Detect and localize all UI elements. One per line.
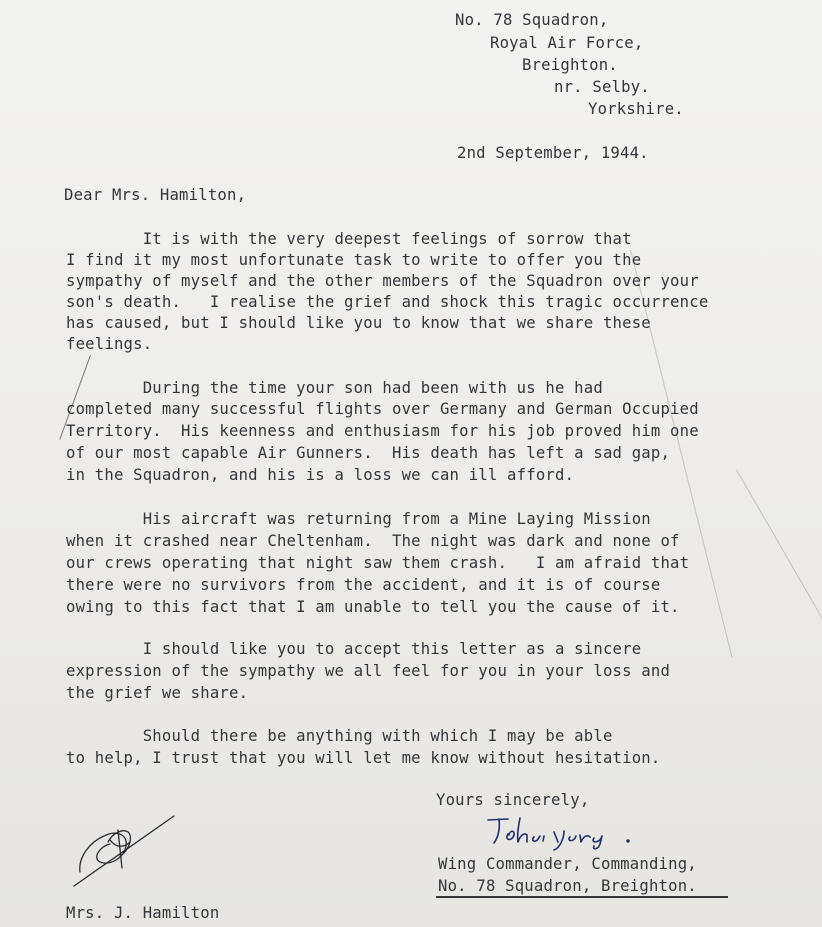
paragraph-line: the grief we share. bbox=[66, 684, 249, 702]
address-line: nr. Selby. bbox=[554, 78, 650, 96]
closing: Yours sincerely, bbox=[436, 791, 590, 809]
signatory-unit: No. 78 Squadron, Breighton. bbox=[438, 877, 697, 895]
paragraph-line: I find it my most unfortunate task to write to offer you the bbox=[66, 251, 642, 269]
paragraph-line: sympathy of myself and the other members of the Squadron over your bbox=[66, 272, 699, 290]
signatory-underline bbox=[436, 896, 728, 898]
salutation: Dear Mrs. Hamilton, bbox=[64, 186, 247, 204]
paragraph-line: I should like you to accept this letter as a sincere bbox=[66, 640, 642, 658]
paragraph-line: expression of the sympathy we all feel for you in your loss and bbox=[66, 662, 671, 680]
paragraph-line: feelings. bbox=[66, 335, 153, 353]
address-line: Yorkshire. bbox=[588, 100, 684, 118]
paragraph-line: has caused, but I should like you to know that we share these bbox=[66, 314, 651, 332]
paragraph-line: completed many successful flights over Germany and German Occupied bbox=[66, 400, 699, 418]
paragraph-line: It is with the very deepest feelings of sorrow that bbox=[66, 230, 632, 248]
address-line: No. 78 Squadron, bbox=[455, 11, 609, 29]
paragraph-line: to help, I trust that you will let me know without hesitation. bbox=[66, 749, 661, 767]
paragraph-line: son's death. I realise the grief and shock this tragic occurrence bbox=[66, 293, 709, 311]
paragraph-line: there were no survivors from the accident, and it is of course bbox=[66, 576, 661, 594]
paragraph-line: when it crashed near Cheltenham. The night was dark and none of bbox=[66, 532, 680, 550]
paragraph-line: of our most capable Air Gunners. His death has left a sad gap, bbox=[66, 444, 671, 462]
paragraph-line: owing to this fact that I am unable to tell you the cause of it. bbox=[66, 598, 680, 616]
address-line: Royal Air Force, bbox=[490, 34, 644, 52]
letter-date: 2nd September, 1944. bbox=[457, 144, 649, 162]
paragraph-line: in the Squadron, and his is a loss we can ill afford. bbox=[66, 466, 575, 484]
ink-initials-mark bbox=[70, 812, 180, 892]
recipient-name: Mrs. J. Hamilton bbox=[66, 904, 220, 922]
paragraph-line: Should there be anything with which I may be able bbox=[66, 727, 613, 745]
handwritten-signature bbox=[478, 810, 648, 854]
paragraph-line: Territory. His keenness and enthusiasm for his job proved him one bbox=[66, 422, 699, 440]
paragraph-line: His aircraft was returning from a Mine Laying Mission bbox=[66, 510, 651, 528]
address-line: Breighton. bbox=[522, 56, 618, 74]
signatory-title: Wing Commander, Commanding, bbox=[438, 855, 697, 873]
paragraph-line: During the time your son had been with us he had bbox=[66, 379, 603, 397]
paragraph-line: our crews operating that night saw them crash. I am afraid that bbox=[66, 554, 690, 572]
